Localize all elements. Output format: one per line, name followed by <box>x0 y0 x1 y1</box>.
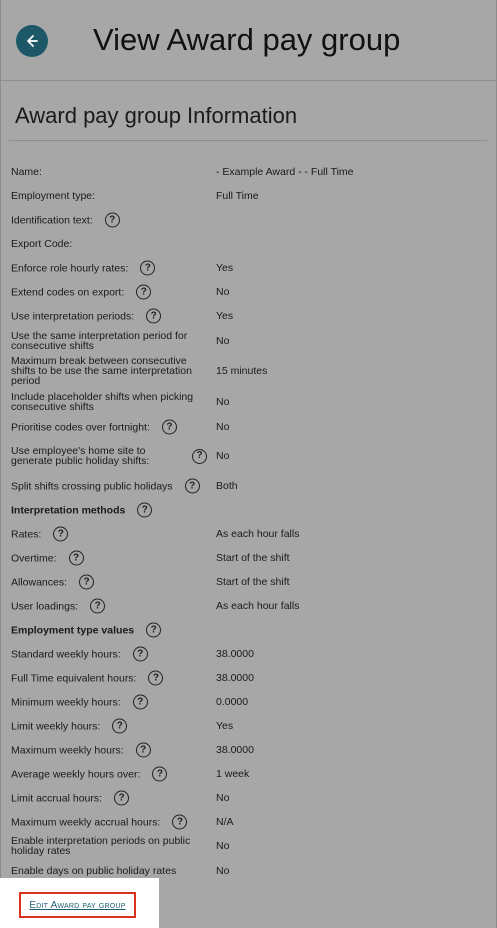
page-title: View Award pay group <box>93 22 401 57</box>
field-value: N/A <box>216 816 234 828</box>
field-label-text: Maximum weekly hours: <box>11 744 124 756</box>
field-value: 38.0000 <box>216 744 254 756</box>
help-icon[interactable]: ? <box>53 527 68 542</box>
help-icon[interactable]: ? <box>192 449 207 464</box>
field-label <box>11 671 207 686</box>
field-label-text: Allowances: <box>11 576 68 588</box>
help-icon[interactable]: ? <box>79 575 94 590</box>
field-value: Start of the shift <box>216 576 290 588</box>
field-label-text: Overtime: <box>11 552 57 564</box>
field-label-text: Identification text: <box>11 214 93 226</box>
field-label-text: Use employee's home site to generate public holiday shifts: <box>11 445 150 467</box>
help-icon[interactable]: ? <box>136 743 151 758</box>
help-icon[interactable]: ? <box>146 309 161 324</box>
field-label-text: Average weekly hours over: <box>11 768 141 780</box>
field-value: 38.0000 <box>216 648 254 660</box>
help-icon[interactable]: ? <box>90 599 105 614</box>
page-header <box>1 0 497 81</box>
field-label <box>11 791 207 806</box>
group-heading <box>11 623 207 638</box>
help-icon[interactable]: ? <box>105 213 120 228</box>
field-value: No <box>216 286 230 298</box>
field-label-text: Use the same interpretation period for consecutive shifts <box>11 330 188 352</box>
edit-button-label: Edit Award pay group <box>29 899 126 911</box>
field-label-text: Name: <box>11 166 42 178</box>
field-label <box>11 213 207 228</box>
field-value: As each hour falls <box>216 600 300 612</box>
back-button[interactable] <box>16 25 48 57</box>
field-value: No <box>216 840 230 852</box>
field-label-text: Include placeholder shifts when picking consecutive shifts <box>11 391 194 413</box>
field-label-text: Employment type values <box>11 624 135 636</box>
field-value: 38.0000 <box>216 672 254 684</box>
field-value: 0.0000 <box>216 696 249 708</box>
field-label <box>11 836 207 856</box>
field-value: No <box>216 421 230 433</box>
field-label <box>11 191 207 201</box>
field-label <box>11 392 207 412</box>
edit-award-pay-group-button[interactable] <box>19 892 136 918</box>
help-icon[interactable]: ? <box>136 285 151 300</box>
field-label <box>11 695 207 710</box>
help-icon[interactable]: ? <box>140 261 155 276</box>
field-label-text: Enable days on public holiday rates <box>11 865 177 877</box>
field-label-text: Use interpretation periods: <box>11 310 135 322</box>
field-value: No <box>216 335 230 347</box>
help-icon[interactable]: ? <box>162 420 177 435</box>
field-value: Yes <box>216 262 234 274</box>
field-value: No <box>216 396 230 408</box>
field-label-text: Standard weekly hours: <box>11 648 121 660</box>
help-icon[interactable]: ? <box>112 719 127 734</box>
help-icon[interactable]: ? <box>133 647 148 662</box>
section-title: Award pay group Information <box>15 103 298 128</box>
field-label <box>11 239 207 249</box>
field-value: Both <box>216 480 238 492</box>
field-label <box>11 331 207 351</box>
help-icon[interactable]: ? <box>114 791 129 806</box>
field-value: 15 minutes <box>216 365 268 377</box>
field-label <box>11 356 207 386</box>
field-value: Full Time <box>216 190 259 202</box>
field-label-text: Extend codes on export: <box>11 286 125 298</box>
field-label <box>11 551 207 566</box>
field-label <box>11 446 207 466</box>
field-label-text: Enable interpretation periods on public holiday rates <box>11 835 191 857</box>
field-label-text: Minimum weekly hours: <box>11 696 121 708</box>
group-heading <box>11 503 207 518</box>
field-label-text: User loadings: <box>11 600 79 612</box>
help-icon[interactable]: ? <box>69 551 84 566</box>
help-icon[interactable]: ? <box>133 695 148 710</box>
field-label <box>11 575 207 590</box>
field-label <box>11 599 207 614</box>
field-label-text: Enforce role hourly rates: <box>11 262 129 274</box>
field-value: As each hour falls <box>216 528 300 540</box>
help-icon[interactable]: ? <box>146 623 161 638</box>
field-label <box>11 261 207 276</box>
field-label-text: Export Code: <box>11 238 73 250</box>
help-icon[interactable]: ? <box>152 767 167 782</box>
field-value: Yes <box>216 720 234 732</box>
field-value: - Example Award - - Full Time <box>216 166 354 178</box>
help-icon[interactable]: ? <box>137 503 152 518</box>
field-label <box>11 420 207 435</box>
help-icon[interactable]: ? <box>148 671 163 686</box>
field-label-text: Full Time equivalent hours: <box>11 672 137 684</box>
field-label-text: Split shifts crossing public holidays <box>11 480 173 492</box>
field-label <box>11 866 207 876</box>
field-value: 1 week <box>216 768 250 780</box>
field-label-text: Maximum weekly accrual hours: <box>11 816 161 828</box>
field-label <box>11 479 207 494</box>
field-label <box>11 309 207 324</box>
section-divider <box>9 140 487 141</box>
field-label-text: Limit weekly hours: <box>11 720 101 732</box>
field-label <box>11 285 207 300</box>
field-label <box>11 815 207 830</box>
field-value: No <box>216 792 230 804</box>
field-label-text: Limit accrual hours: <box>11 792 103 804</box>
field-label <box>11 767 207 782</box>
field-label <box>11 719 207 734</box>
back-arrow-icon <box>23 32 41 50</box>
field-label-text: Rates: <box>11 528 42 540</box>
help-icon[interactable]: ? <box>172 815 187 830</box>
field-label <box>11 167 207 177</box>
field-label-text: Maximum break between consecutive shifts to be use the same interpretation period <box>11 355 192 387</box>
field-label-text: Interpretation methods <box>11 504 126 516</box>
field-label-text: Prioritise codes over fortnight: <box>11 421 150 433</box>
help-icon[interactable]: ? <box>185 479 200 494</box>
field-label <box>11 647 207 662</box>
field-value: Yes <box>216 310 234 322</box>
field-label <box>11 527 207 542</box>
field-label-text: Employment type: <box>11 190 96 202</box>
field-value: No <box>216 865 230 877</box>
field-value: No <box>216 450 230 462</box>
field-label <box>11 743 207 758</box>
field-value: Start of the shift <box>216 552 290 564</box>
